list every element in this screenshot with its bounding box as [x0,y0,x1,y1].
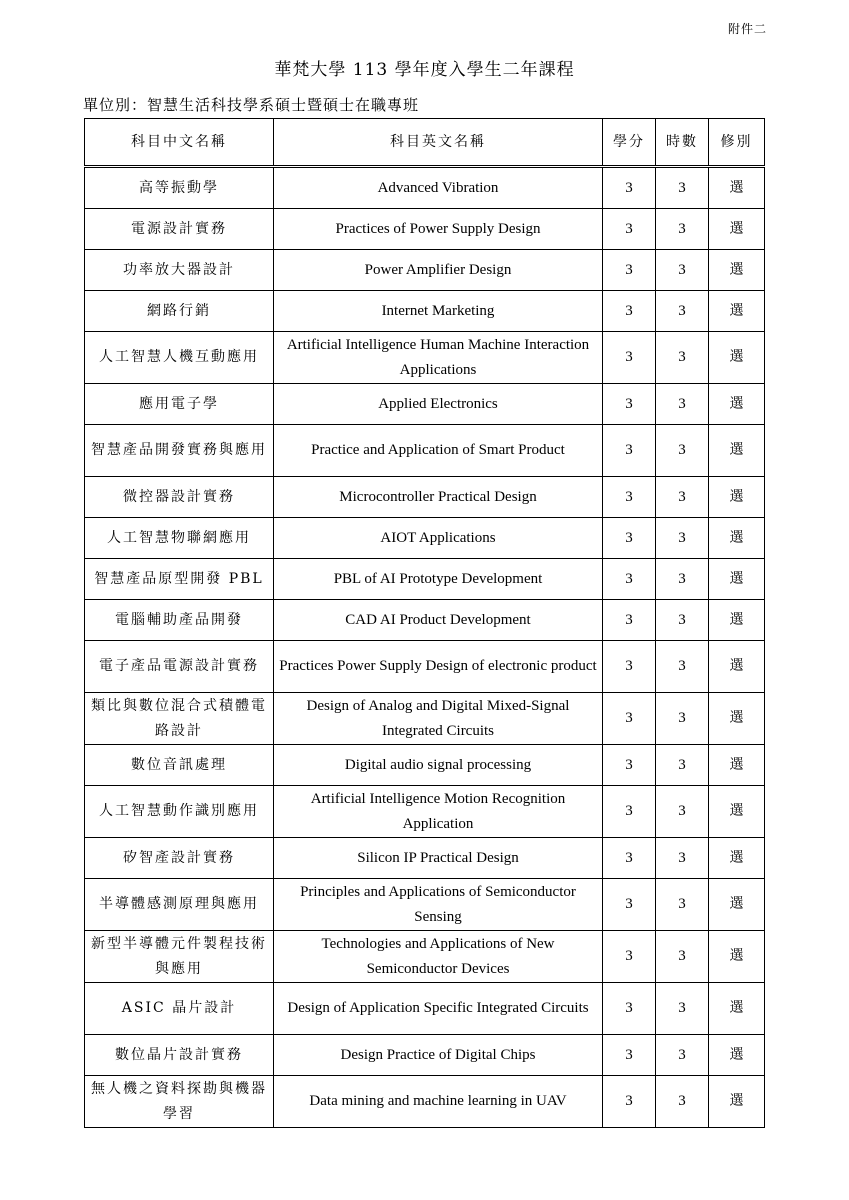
course-zh-name: 電子產品電源設計實務 [85,641,274,693]
course-hours: 3 [656,250,709,291]
table-row [85,745,765,786]
course-type: 選 [709,838,765,879]
course-hours: 3 [656,384,709,425]
course-zh-name: 智慧產品開發實務與應用 [85,425,274,477]
course-zh-name: 應用電子學 [85,384,274,425]
course-type: 選 [709,209,765,250]
course-type: 選 [709,693,765,745]
course-hours: 3 [656,1035,709,1076]
course-credits: 3 [603,559,656,600]
course-en-name: CAD AI Product Development [274,600,603,641]
course-zh-name: 無人機之資料探勘與機器學習 [85,1076,274,1128]
course-hours: 3 [656,879,709,931]
course-en-name: Microcontroller Practical Design [274,477,603,518]
table-header-row [85,119,765,167]
table-row [85,291,765,332]
table-row [85,600,765,641]
course-zh-name: 人工智慧物聯網應用 [85,518,274,559]
course-hours: 3 [656,1076,709,1128]
course-credits: 3 [603,291,656,332]
header-hours: 時數 [656,119,709,167]
course-hours: 3 [656,332,709,384]
course-credits: 3 [603,745,656,786]
course-type: 選 [709,384,765,425]
course-en-name: Artificial Intelligence Human Machine Interaction Applications [274,332,603,384]
course-zh-name: 類比與數位混合式積體電路設計 [85,693,274,745]
course-zh-name: 人工智慧人機互動應用 [85,332,274,384]
table-row [85,838,765,879]
course-hours: 3 [656,425,709,477]
course-credits: 3 [603,332,656,384]
course-en-name: Power Amplifier Design [274,250,603,291]
course-en-name: Digital audio signal processing [274,745,603,786]
course-zh-name: 電源設計實務 [85,209,274,250]
course-en-name: Data mining and machine learning in UAV [274,1076,603,1128]
table-row [85,641,765,693]
table-row [85,786,765,838]
course-type: 選 [709,786,765,838]
course-credits: 3 [603,477,656,518]
course-type: 選 [709,425,765,477]
course-credits: 3 [603,518,656,559]
table-row [85,1076,765,1128]
table-row [85,879,765,931]
course-credits: 3 [603,600,656,641]
table-row [85,250,765,291]
course-en-name: Practices of Power Supply Design [274,209,603,250]
course-hours: 3 [656,291,709,332]
table-row [85,983,765,1035]
course-zh-name: 數位音訊處理 [85,745,274,786]
table-row [85,1035,765,1076]
course-zh-name: ASIC 晶片設計 [85,983,274,1035]
course-en-name: AIOT Applications [274,518,603,559]
course-type: 選 [709,291,765,332]
course-hours: 3 [656,167,709,209]
course-credits: 3 [603,786,656,838]
course-en-name: Artificial Intelligence Motion Recognition Application [274,786,603,838]
course-type: 選 [709,250,765,291]
table-row [85,209,765,250]
course-hours: 3 [656,209,709,250]
course-en-name: Internet Marketing [274,291,603,332]
course-zh-name: 功率放大器設計 [85,250,274,291]
course-credits: 3 [603,983,656,1035]
course-zh-name: 微控器設計實務 [85,477,274,518]
course-credits: 3 [603,209,656,250]
header-zh-name: 科目中文名稱 [85,119,274,167]
table-row [85,332,765,384]
course-en-name: Practices Power Supply Design of electronic product [274,641,603,693]
course-en-name: Design of Analog and Digital Mixed-Signal Integrated Circuits [274,693,603,745]
course-hours: 3 [656,786,709,838]
course-credits: 3 [603,693,656,745]
course-zh-name: 智慧產品原型開發 PBL [85,559,274,600]
table-row [85,477,765,518]
course-type: 選 [709,983,765,1035]
course-hours: 3 [656,641,709,693]
course-type: 選 [709,1035,765,1076]
page-title: 華梵大學 113 學年度入學生二年課程 [274,60,575,80]
table-row [85,518,765,559]
course-hours: 3 [656,838,709,879]
course-en-name: Technologies and Applications of New Semiconductor Devices [274,931,603,983]
table-row [85,425,765,477]
header-type: 修別 [709,119,765,167]
course-credits: 3 [603,250,656,291]
course-type: 選 [709,931,765,983]
course-hours: 3 [656,559,709,600]
course-zh-name: 數位晶片設計實務 [85,1035,274,1076]
course-zh-name: 電腦輔助產品開發 [85,600,274,641]
header-credits: 學分 [603,119,656,167]
course-en-name: Design Practice of Digital Chips [274,1035,603,1076]
course-en-name: PBL of AI Prototype Development [274,559,603,600]
course-type: 選 [709,167,765,209]
course-type: 選 [709,1076,765,1128]
course-zh-name: 半導體感測原理與應用 [85,879,274,931]
course-hours: 3 [656,600,709,641]
course-credits: 3 [603,879,656,931]
course-type: 選 [709,518,765,559]
course-zh-name: 矽智產設計實務 [85,838,274,879]
header-en-name: 科目英文名稱 [274,119,603,167]
course-zh-name: 高等振動學 [85,167,274,209]
course-zh-name: 網路行銷 [85,291,274,332]
course-credits: 3 [603,384,656,425]
course-en-name: Principles and Applications of Semiconductor Sensing [274,879,603,931]
course-credits: 3 [603,1076,656,1128]
table-row [85,931,765,983]
table-row [85,167,765,209]
course-hours: 3 [656,931,709,983]
course-credits: 3 [603,425,656,477]
course-en-name: Applied Electronics [274,384,603,425]
course-credits: 3 [603,931,656,983]
course-credits: 3 [603,838,656,879]
course-type: 選 [709,559,765,600]
course-credits: 3 [603,641,656,693]
unit-line: 單位別：智慧生活科技學系碩士暨碩士在職專班 [83,96,420,114]
course-en-name: Design of Application Specific Integrated Circuits [274,983,603,1035]
course-en-name: Advanced Vibration [274,167,603,209]
course-zh-name: 新型半導體元件製程技術與應用 [85,931,274,983]
course-type: 選 [709,600,765,641]
course-type: 選 [709,332,765,384]
course-type: 選 [709,641,765,693]
table-row [85,693,765,745]
course-table [84,118,765,1128]
course-hours: 3 [656,693,709,745]
course-type: 選 [709,879,765,931]
course-hours: 3 [656,983,709,1035]
course-zh-name: 人工智慧動作識別應用 [85,786,274,838]
course-en-name: Practice and Application of Smart Product [274,425,603,477]
course-hours: 3 [656,477,709,518]
table-row [85,384,765,425]
course-hours: 3 [656,745,709,786]
attachment-label: 附件二 [727,22,767,36]
table-row [85,559,765,600]
course-type: 選 [709,745,765,786]
course-hours: 3 [656,518,709,559]
course-en-name: Silicon IP Practical Design [274,838,603,879]
course-type: 選 [709,477,765,518]
course-credits: 3 [603,167,656,209]
course-credits: 3 [603,1035,656,1076]
